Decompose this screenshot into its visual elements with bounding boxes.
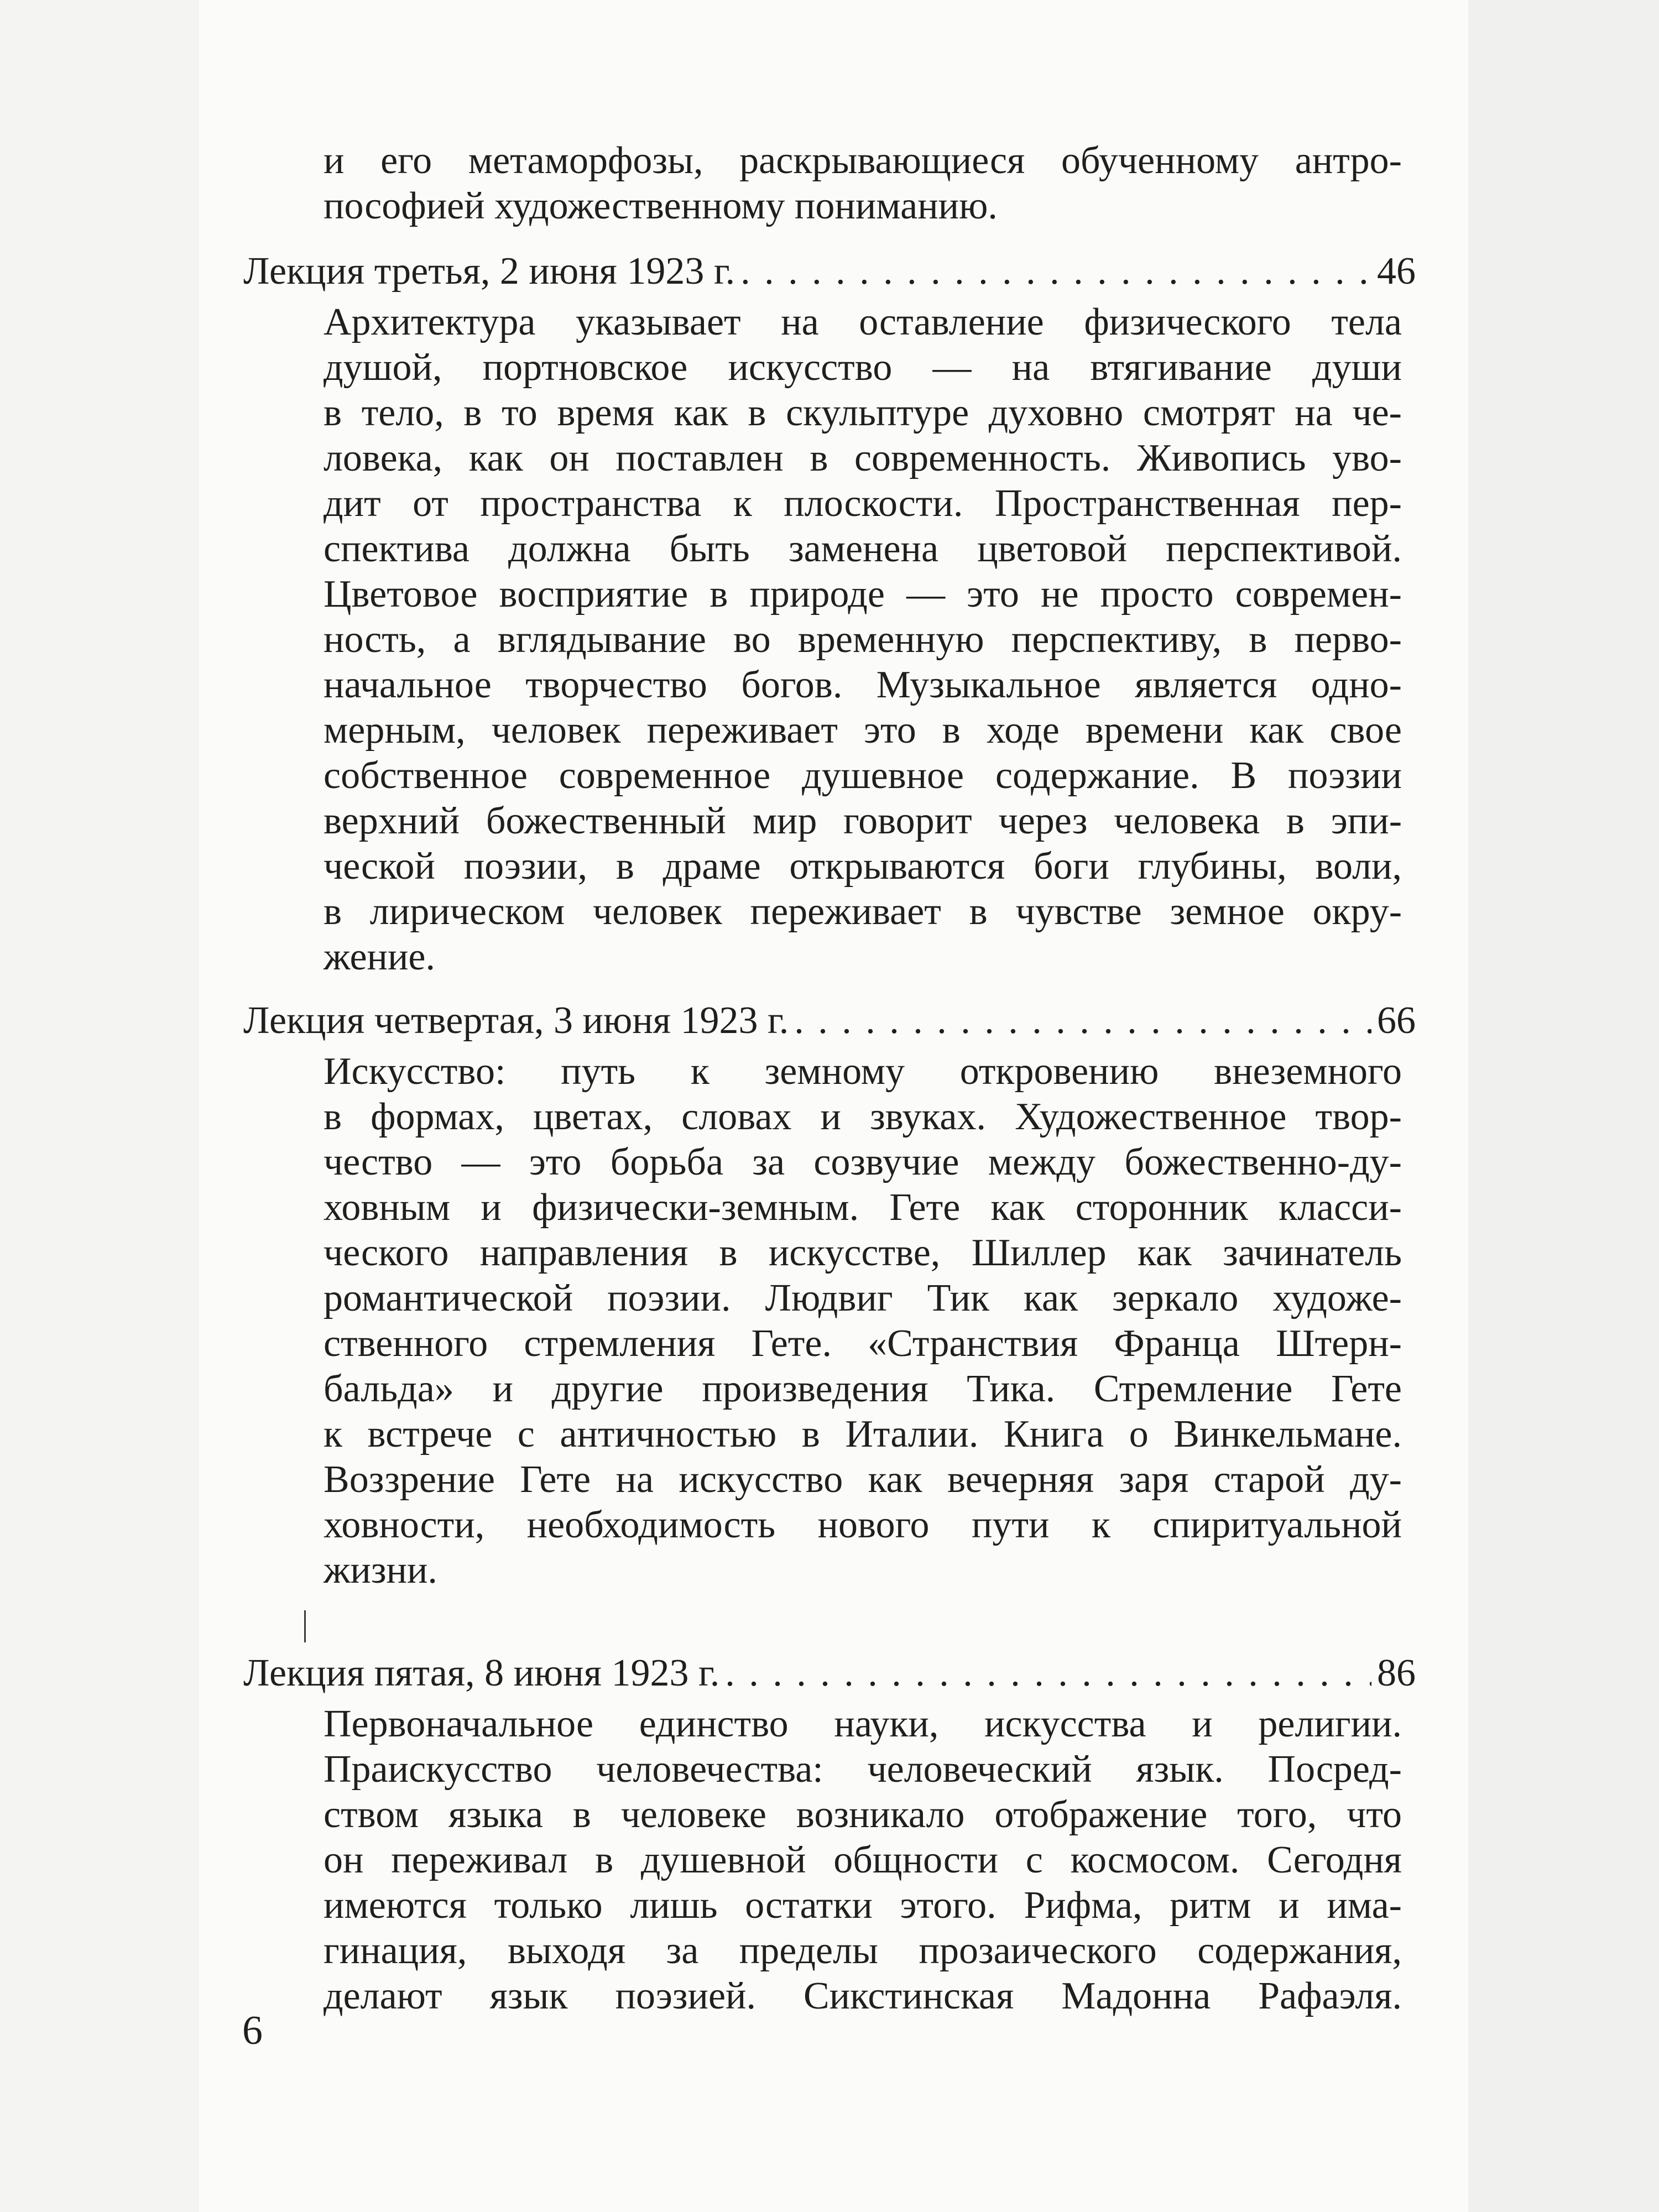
toc-summary-line: начальное творчество богов. Музыкальное является одно- xyxy=(324,664,1402,706)
toc-entry-page: 46 xyxy=(1377,250,1416,293)
toc-entry-title: Лекция четвертая, 3 июня 1923 г. xyxy=(243,999,789,1042)
toc-summary-line: ность, а вглядывание во временную перспективу, в перво- xyxy=(324,618,1402,661)
toc-summary-line: ческой поэзии, в драме открываются боги глубины, воли, xyxy=(324,845,1402,888)
toc-summary-line: ством языка в человеке возникало отображение того, что xyxy=(324,1793,1402,1836)
toc-summary-line: делают язык поэзией. Сикстинская Мадонна Рафаэля. xyxy=(324,1975,1402,2017)
toc-summary-line: Праискусство человечества: человеческий язык. Посред- xyxy=(324,1748,1402,1791)
toc-entry-heading xyxy=(243,248,1416,295)
toc-summary-line: в тело, в то время как в скульптуре духовно смотрят на че- xyxy=(324,392,1402,434)
margin-mark xyxy=(304,1610,306,1642)
toc-summary-line: дит от пространства к плоскости. Пространственная пер- xyxy=(324,482,1402,525)
intro-line: и его метаморфозы, раскрывающиеся обученному антро- xyxy=(324,139,1402,182)
toc-summary-line: жение. xyxy=(324,936,436,978)
toc-summary-line: ховным и физически-земным. Гете как сторонник класси- xyxy=(324,1186,1402,1229)
dot-leader xyxy=(740,248,1371,295)
page-edge-shadow xyxy=(1468,0,1659,2212)
toc-summary-line: в лирическом человек переживает в чувстве земное окру- xyxy=(324,890,1402,933)
dot-leader xyxy=(725,1650,1371,1697)
toc-summary-line: собственное современное душевное содержание. В поэзии xyxy=(324,754,1402,797)
toc-summary-line: гинация, выходя за пределы прозаического содержания, xyxy=(324,1929,1402,1972)
intro-line: пософией художественному пониманию. xyxy=(324,185,998,227)
toc-entry-title: Лекция пятая, 8 июня 1923 г. xyxy=(243,1652,720,1694)
toc-summary-line: Архитектура указывает на оставление физического тела xyxy=(324,301,1402,343)
toc-summary-line: душой, портновское искусство — на втягивание души xyxy=(324,346,1402,389)
page-number: 6 xyxy=(242,2008,263,2053)
toc-summary-line: спектива должна быть заменена цветовой перспективой. xyxy=(324,528,1402,570)
toc-entry-page: 66 xyxy=(1377,999,1416,1042)
toc-summary-line: имеются только лишь остатки этого. Рифма, ритм и има- xyxy=(324,1884,1402,1927)
toc-summary-line: к встрече с античностью в Италии. Книга о Винкельмане. xyxy=(324,1413,1402,1455)
toc-summary-line: в формах, цветах, словах и звуках. Художественное твор- xyxy=(324,1095,1402,1138)
toc-summary-line: Первоначальное единство науки, искусства и религии. xyxy=(324,1703,1402,1745)
toc-summary-line: ловека, как он поставлен в современность. Живопись уво- xyxy=(324,437,1402,479)
toc-summary-line: мерным, человек переживает это в ходе времени как свое xyxy=(324,709,1402,752)
toc-summary-line: Воззрение Гете на искусство как вечерняя заря старой ду- xyxy=(324,1458,1402,1501)
toc-summary-line: верхний божественный мир говорит через человека в эпи- xyxy=(324,800,1402,842)
toc-summary-line: он переживал в душевной общности с космосом. Сегодня xyxy=(324,1839,1402,1881)
toc-summary-line: Цветовое восприятие в природе — это не просто современ- xyxy=(324,573,1402,615)
toc-summary-line: ческого направления в искусстве, Шиллер как зачинатель xyxy=(324,1232,1402,1274)
toc-summary-line: Искусство: путь к земному откровению внеземного xyxy=(324,1050,1402,1093)
dot-leader xyxy=(794,997,1371,1045)
toc-summary-line: романтической поэзии. Людвиг Тик как зеркало художе- xyxy=(324,1277,1402,1319)
toc-summary-line: бальда» и другие произведения Тика. Стремление Гете xyxy=(324,1368,1402,1410)
toc-summary-line: ственного стремления Гете. «Странствия Франца Штерн- xyxy=(324,1322,1402,1365)
toc-entry-heading xyxy=(243,997,1416,1045)
toc-entry-heading xyxy=(243,1650,1416,1697)
toc-summary-line: ховности, необходимость нового пути к спиритуальной xyxy=(324,1504,1402,1546)
toc-entry-title: Лекция третья, 2 июня 1923 г. xyxy=(243,250,735,293)
toc-summary-line: жизни. xyxy=(324,1549,437,1592)
toc-summary-line: чество — это борьба за созвучие между божественно-ду- xyxy=(324,1141,1402,1183)
toc-entry-page: 86 xyxy=(1377,1652,1416,1694)
